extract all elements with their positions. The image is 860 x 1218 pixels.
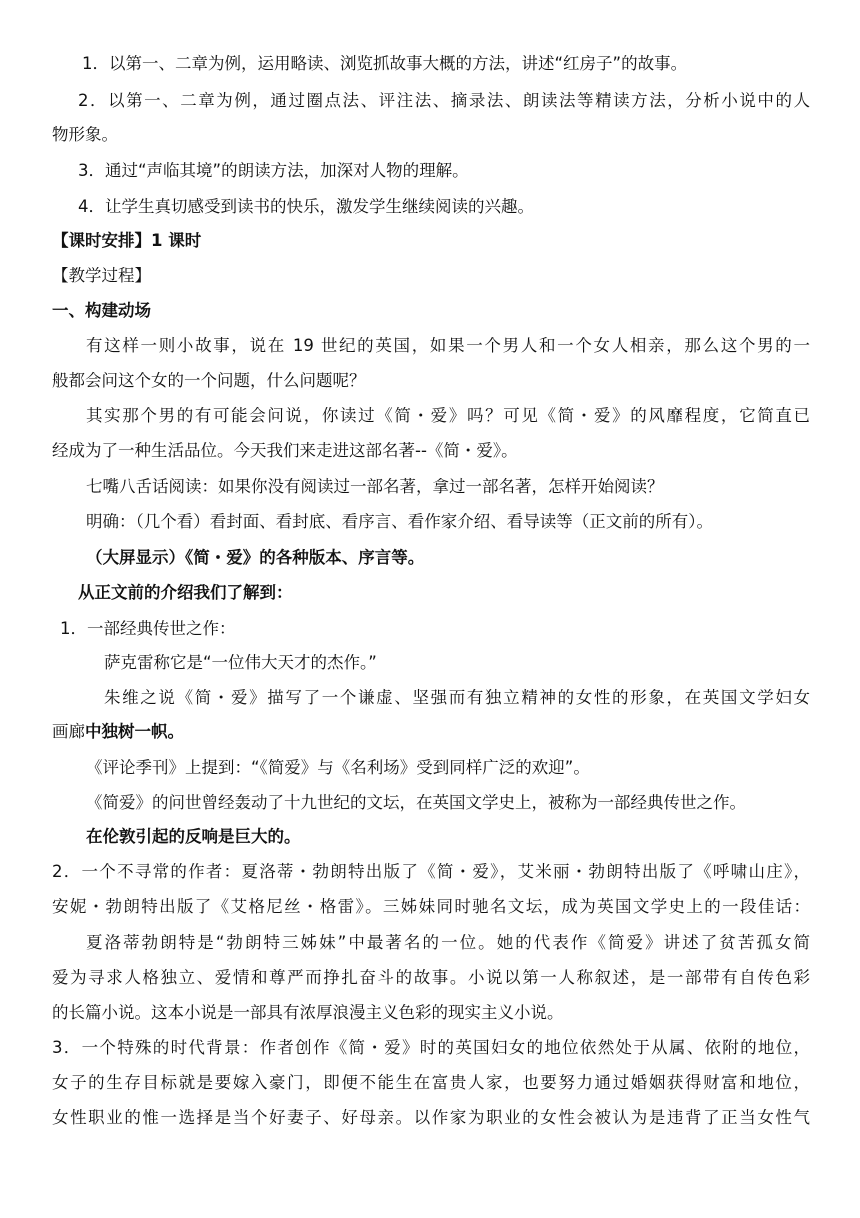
author-paragraph-cont: 爱为寻求人格独立、爱情和尊严而挣扎奋斗的故事。小说以第一人称叙述，是一部带有自传色彩: [52, 968, 810, 987]
zhu-weizhi-quote: 朱维之说《简・爱》描写了一个谦虚、坚强而有独立精神的女性的形象，在英国文学妇女: [104, 688, 810, 707]
classic-statement: 《简爱》的问世曾经轰动了十九世纪的文坛，在英国文学史上，被称为一部经典传世之作。: [86, 793, 746, 812]
thackeray-quote: 萨克雷称它是“一位伟大天才的杰作。”: [104, 653, 377, 672]
point-3: 3．一个特殊的时代背景：作者创作《简・爱》时的英国妇女的地位依然处于从属、依附的地位，: [52, 1038, 810, 1057]
objective-3: 3．通过“声临其境”的朗读方法，加深对人物的理解。: [78, 161, 469, 180]
section-1-heading: 一、构建动场: [52, 301, 151, 320]
london-reaction: 在伦敦引起的反响是巨大的。: [86, 827, 301, 846]
teaching-process-heading: 【教学过程】: [52, 266, 151, 285]
intro-paragraph-1-cont: 般都会问这个女的一个问题，什么问题呢？: [52, 371, 366, 390]
screen-display-note: （大屏显示）《简・爱》的各种版本、序言等。: [86, 548, 425, 567]
point-3-cont: 女子的生存目标就是要嫁入豪门，即便不能生在富贵人家，也要努力通过婚姻获得财富和地位，: [52, 1073, 810, 1092]
discussion-prompt: 七嘴八舌话阅读：如果你没有阅读过一部名著，拿过一部名著，怎样开始阅读？: [86, 477, 664, 496]
clarification: 明确：（几个看）看封面、看封底、看序言、看作家介绍、看导读等（正文前的所有）。: [86, 512, 713, 531]
point-1: 1．一部经典传世之作：: [60, 619, 236, 638]
intro-paragraph-1: 有这样一则小故事，说在 19 世纪的英国，如果一个男人和一个女人相亲，那么这个男的一: [86, 336, 810, 355]
point-2-cont: 安妮・勃朗特出版了《艾格尼丝・格雷》。三姊妹同时驰名文坛，成为英国文学史上的一段佳话：: [52, 897, 810, 916]
objective-4: 4．让学生真切感受到读书的快乐，激发学生继续阅读的兴趣。: [78, 197, 534, 216]
objective-2: 2．以第一、二章为例，通过圈点法、评注法、摘录法、朗读法等精读方法，分析小说中的人: [78, 91, 810, 110]
zhu-weizhi-quote-text: 画廊: [52, 722, 85, 741]
zhu-weizhi-quote-cont: [52, 720, 184, 744]
lesson-schedule-heading: 【课时安排】1 课时: [52, 231, 202, 250]
intro-paragraph-2: 其实那个男的有可能会问说，你读过《简・爱》吗？可见《简・爱》的风靡程度，它简直已: [86, 406, 810, 425]
author-paragraph-end: 的长篇小说。这本小说是一部具有浓厚浪漫主义色彩的现实主义小说。: [52, 1003, 564, 1022]
learned-heading: 从正文前的介绍我们了解到：: [78, 583, 293, 602]
objective-2-cont: 物形象。: [52, 125, 118, 144]
author-paragraph: 夏洛蒂勃朗特是“勃朗特三姊妹”中最著名的一位。她的代表作《简爱》讲述了贫苦孤女简: [86, 933, 810, 952]
intro-paragraph-2-cont: 经成为了一种生活品位。今天我们来走进这部名著--《简・爱》。: [52, 441, 518, 460]
point-3-cont-2: 女性职业的惟一选择是当个好妻子、好母亲。以作家为职业的女性会被认为是违背了正当女性气: [52, 1108, 810, 1127]
point-2: 2．一个不寻常的作者：夏洛蒂・勃朗特出版了《简・爱》，艾米丽・勃朗特出版了《呼啸山庄》，: [52, 862, 810, 881]
quarterly-review-quote: 《评论季刊》上提到：“《简爱》与《名利场》受到同样广泛的欢迎”。: [86, 758, 590, 777]
zhu-weizhi-quote-emphasis: 中独树一帜。: [85, 722, 184, 741]
objective-1: 1．以第一、二章为例，运用略读、浏览抓故事大概的方法，讲述“红房子”的故事。: [82, 54, 688, 73]
